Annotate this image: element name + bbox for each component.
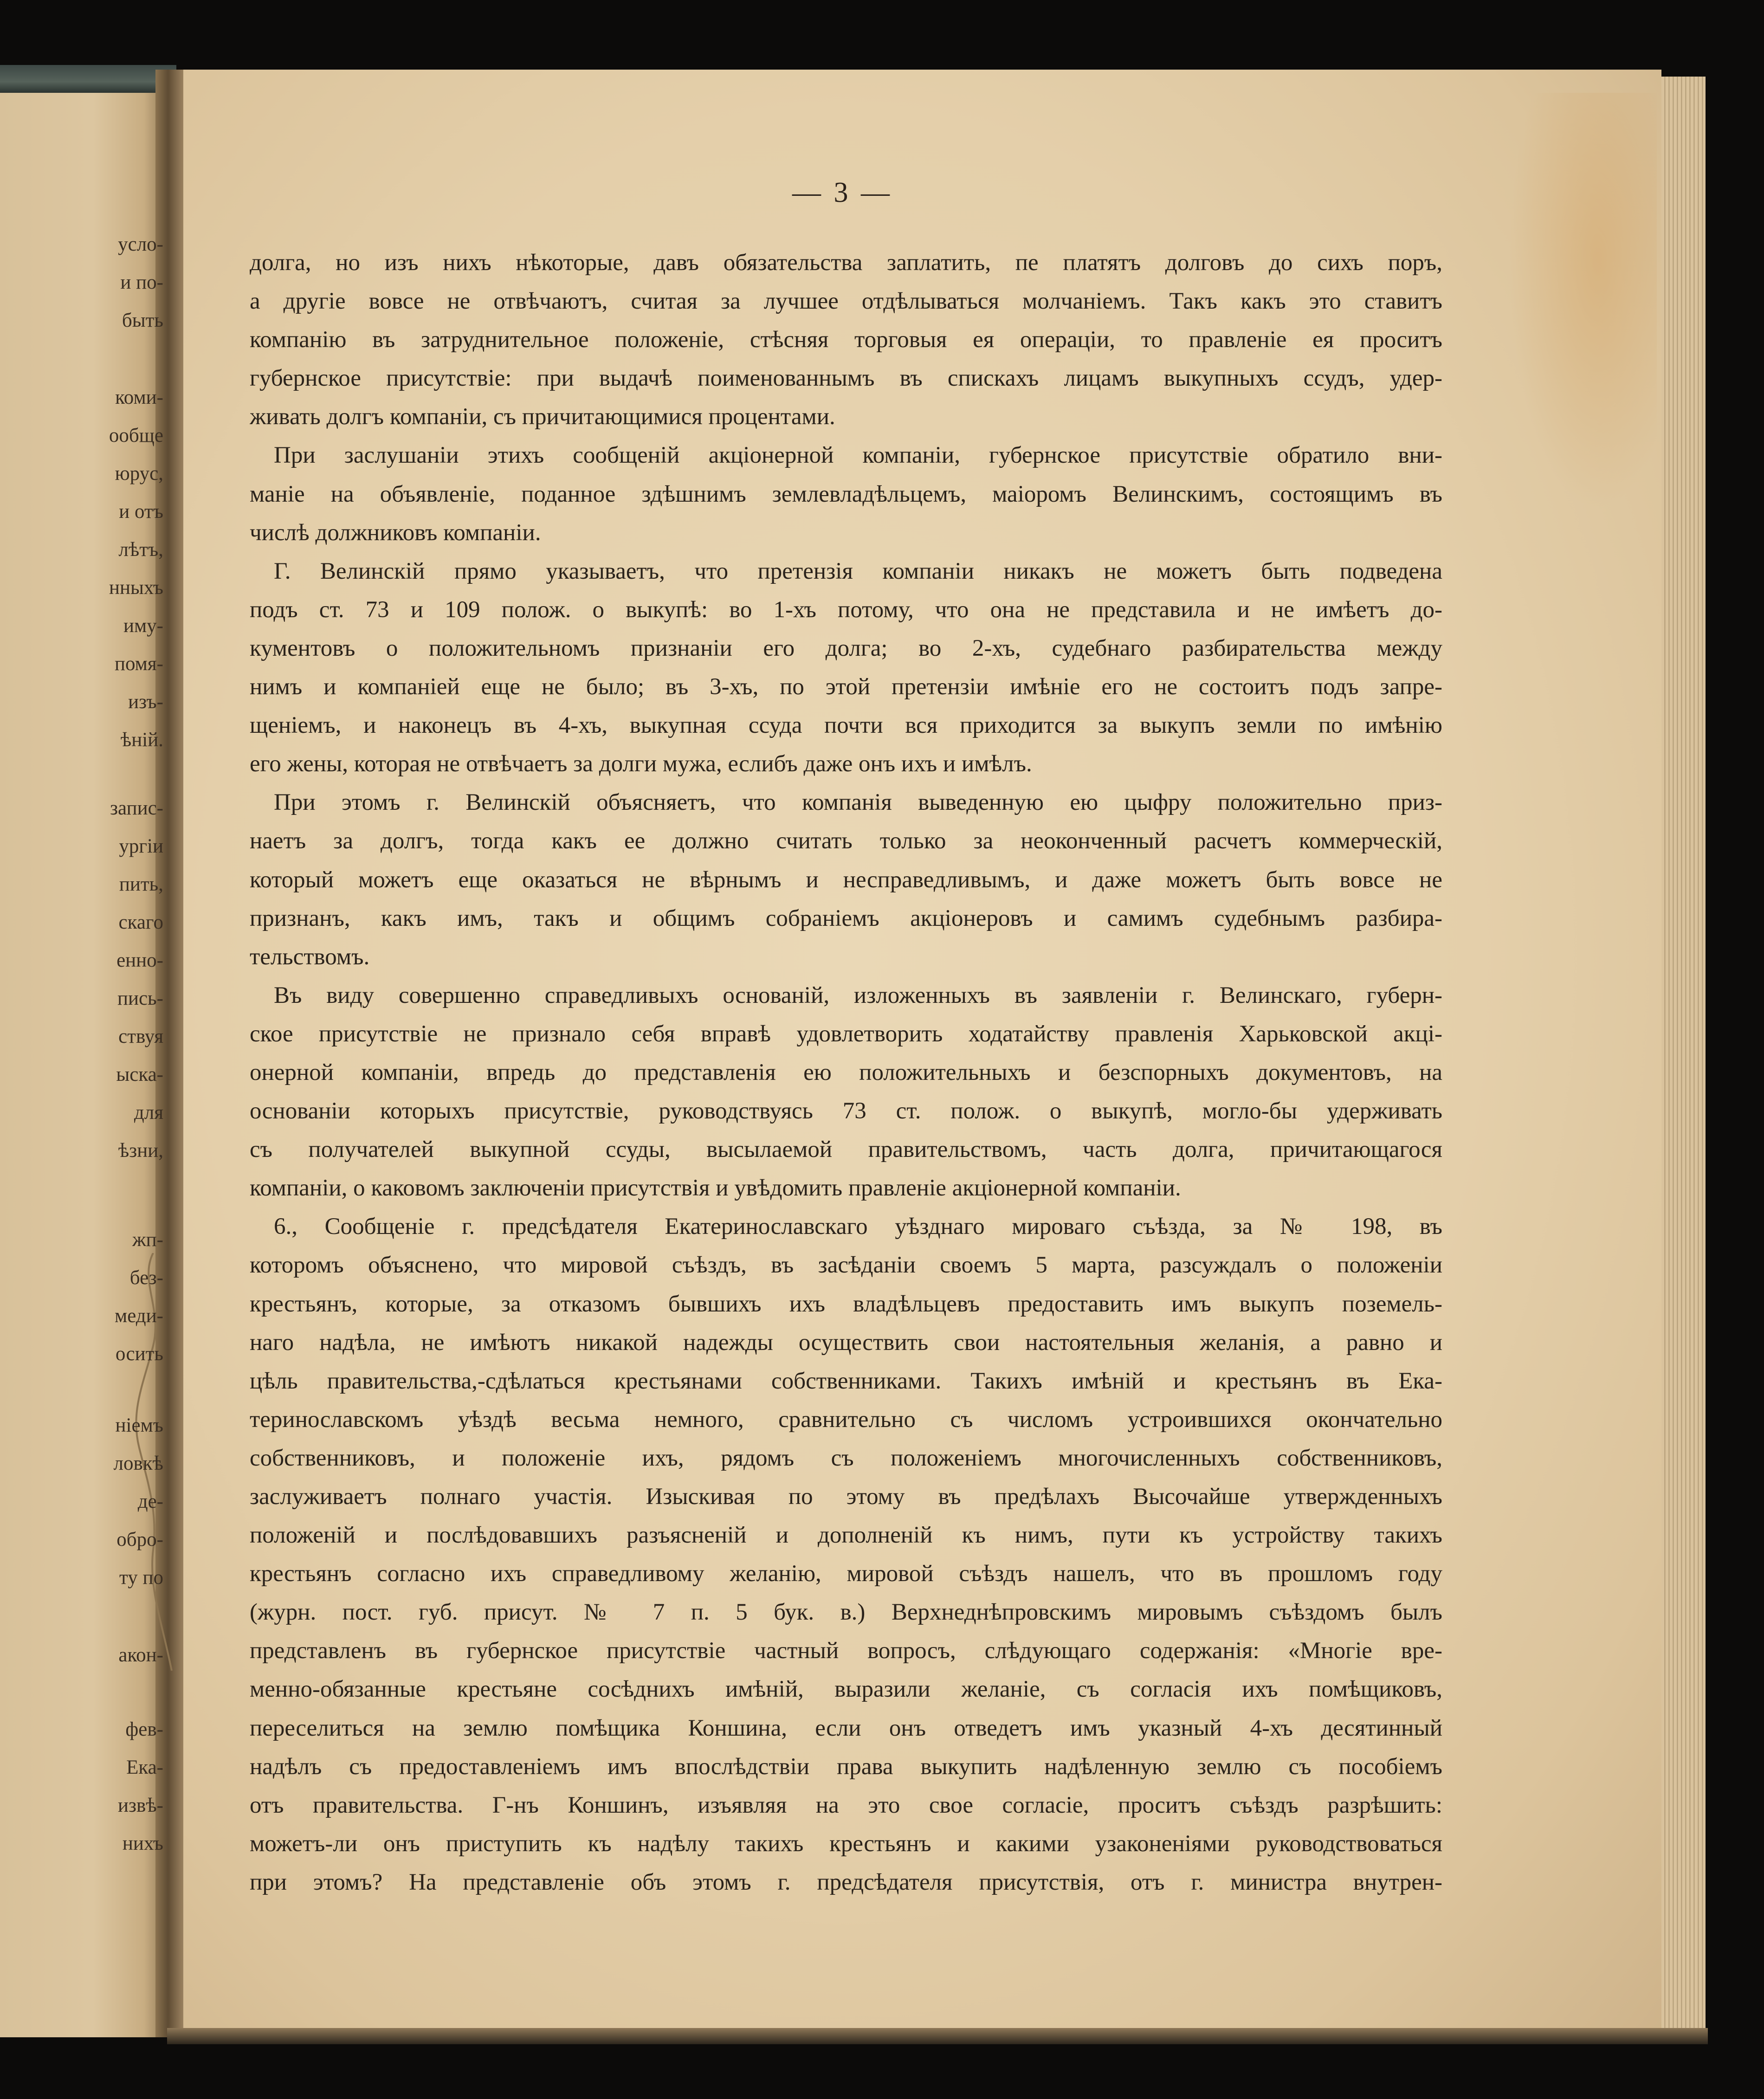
text-line: основаніи которыхъ присутствіе, руководствуясь 73 ст. полож. о выкупѣ, могло-бы удерживать xyxy=(250,1098,1442,1124)
text-line: (журн. пост. губ. присут. № 7 п. 5 бук. в.) Верхнеднѣпровскимъ мировымъ съѣздомъ былъ xyxy=(250,1599,1442,1626)
left-page-fragment: де- xyxy=(137,1491,163,1512)
text-line: отъ правительства. Г-нъ Коншинъ, изъявляя на это свое согласіе, проситъ съѣздъ разрѣшить: xyxy=(250,1792,1442,1818)
text-line: цѣль правительства,-сдѣлаться крестьянами собственниками. Такихъ имѣній и крестьянъ въ Ека- xyxy=(250,1368,1442,1394)
left-page-fragment: коми- xyxy=(115,387,163,408)
paper-stain xyxy=(1508,93,1657,510)
text-line: 6., Сообщеніе г. предсѣдателя Екатеринославскаго уѣзднаго мироваго съѣзда, за № 198, въ xyxy=(274,1214,1442,1240)
left-page-fragment: ніемъ xyxy=(115,1414,163,1436)
left-page-fragment: нихъ xyxy=(122,1833,163,1854)
text-line: Г. Велинскій прямо указываетъ, что претензія компаніи никакъ не можетъ быть подведена xyxy=(274,558,1442,584)
left-page-fragment: и отъ xyxy=(119,501,163,523)
text-line: заслуживаетъ полнаго участія. Изыскивая по этому въ предѣлахъ Высочайше утвержденныхъ xyxy=(250,1484,1442,1510)
text-line: ское присутствіе не признало себя вправѣ удовлетворить ходатайству правленія Харьковской акці- xyxy=(250,1020,1442,1047)
text-line: переселиться на землю помѣщика Коншина, если онъ отведетъ имъ указный 4-хъ десятинный xyxy=(250,1715,1442,1741)
left-page-fragment: иму- xyxy=(123,615,163,637)
text-line: компанію въ затруднительное положеніе, стѣсняя торговыя ея операціи, то правленіе ея проситъ xyxy=(250,327,1442,353)
left-page-fragment: без- xyxy=(129,1267,163,1289)
text-line: кументовъ о положительномъ признаніи его долга; во 2-хъ, судебнаго разбирательства между xyxy=(250,635,1442,661)
left-page-fragment: нныхъ xyxy=(109,577,163,599)
left-page-fragment: ыска- xyxy=(116,1064,163,1085)
text-line: подъ ст. 73 и 109 полож. о выкупѣ: во 1-хъ потому, что она не представила и не имѣетъ до- xyxy=(250,596,1442,623)
text-line: наетъ за долгъ, тогда какъ ее должно считать только за неоконченный расчетъ коммерческій, xyxy=(250,828,1442,854)
left-page-fragment: осить xyxy=(115,1343,163,1365)
book-gutter xyxy=(155,70,183,2037)
left-page-fragment: акон- xyxy=(118,1644,163,1666)
text-line: При этомъ г. Велинскій объясняетъ, что компанія выведенную ею цыфру положительно приз- xyxy=(274,789,1442,816)
text-line: маніе на объявленіе, поданное здѣшнимъ землевладѣльцемъ, маіоромъ Велинскимъ, состоящимъ въ xyxy=(250,481,1442,507)
text-line: щеніемъ, и наконецъ въ 4-хъ, выкупная ссуда почти вся приходится за выкупъ земли по имѣнію xyxy=(250,712,1442,739)
left-page-fragment: и по- xyxy=(120,271,163,293)
text-line: съ получателей выкупной ссуды, высылаемой правительствомъ, часть долга, причитающагося xyxy=(250,1137,1442,1163)
left-page-fragment: ловкѣ xyxy=(113,1453,163,1474)
left-page-fragment: обро- xyxy=(116,1529,163,1550)
text-line: менно-обязанные крестьяне сосѣднихъ имѣній, выразили желаніе, съ согласія ихъ помѣщиковъ, xyxy=(250,1676,1442,1703)
page-edges xyxy=(1661,77,1706,2037)
left-page-fragment: Ека- xyxy=(126,1757,163,1778)
left-page-fragment: извѣ- xyxy=(118,1795,163,1816)
text-line: наго надѣла, не имѣютъ никакой надежды осуществить свои настоятельныя желанія, а равно и xyxy=(250,1329,1442,1356)
text-line: губернское присутствіе: при выдачѣ поименованнымъ въ спискахъ лицамъ выкупныхъ ссудъ, удер- xyxy=(250,365,1442,392)
text-line: его жены, которая не отвѣчаетъ за долги мужа, еслибъ даже онъ ихъ и имѣлъ. xyxy=(250,751,1032,777)
text-line: крестьянъ, которые, за отказомъ бывшихъ ихъ владѣльцевъ предоставить имъ выкупъ поземель- xyxy=(250,1291,1442,1317)
left-page-fragment: изъ- xyxy=(128,691,163,713)
text-line: собственниковъ, и положеніе ихъ, рядомъ съ положеніемъ многочисленныхъ собственниковъ, xyxy=(250,1445,1442,1471)
text-line: представленъ въ губернское присутствіе частный вопросъ, слѣдующаго содержанія: «Многіе вре- xyxy=(250,1638,1442,1664)
text-line: который можетъ еще оказаться не вѣрнымъ и несправедливымъ, и даже можетъ быть вовсе не xyxy=(250,866,1442,893)
text-line: При заслушаніи этихъ сообщеній акціонерной компаніи, губернское присутствіе обратило вни- xyxy=(274,442,1442,469)
text-line: теринославскомъ уѣздѣ весьма немного, сравнительно съ числомъ устроившихся окончательно xyxy=(250,1406,1442,1433)
text-line: онерной компаніи, впредь до представленія ею положительныхъ и безспорныхъ документовъ, на xyxy=(250,1059,1442,1085)
left-page-fragment: енно- xyxy=(116,949,163,971)
text-line: которомъ объяснено, что мировой съѣздъ, въ засѣданіи своемъ 5 марта, разсуждалъ о положеніи xyxy=(250,1252,1442,1279)
left-page-fragment: ѣзни, xyxy=(118,1140,163,1162)
text-line: при этомъ? На представленіе объ этомъ г. предсѣдателя присутствія, отъ г. министра внутрен- xyxy=(250,1869,1442,1895)
text-line: надѣлъ съ предоставленіемъ имъ впослѣдствіи права выкупить надѣленную землю съ пособіемъ xyxy=(250,1753,1442,1780)
left-page-fragment: фев- xyxy=(125,1718,163,1740)
left-page-fragment: жп- xyxy=(132,1229,163,1251)
cover-binding-strip xyxy=(0,65,176,93)
left-page-fragment: ообще xyxy=(109,425,163,446)
left-page-fragment: ту по xyxy=(119,1567,163,1589)
body-text xyxy=(250,244,1442,1902)
left-page-fragment: скаго xyxy=(118,911,163,933)
left-page-fragment: меди- xyxy=(115,1305,163,1327)
text-line: числѣ должниковъ компаніи. xyxy=(250,519,541,546)
text-line: компаніи, о каковомъ заключеніи присутствія и увѣдомить правленіе акціонерной компаніи. xyxy=(250,1175,1181,1201)
text-line: долга, но изъ нихъ нѣкоторые, давъ обязательства заплатить, пе платятъ долговъ до сихъ поръ, xyxy=(250,250,1442,276)
text-line: тельствомъ. xyxy=(250,943,370,970)
left-page-fragment: для xyxy=(134,1102,163,1124)
text-line: признанъ, какъ имъ, такъ и общимъ собраніемъ акціонеровъ и самимъ судебнымъ разбира- xyxy=(250,905,1442,931)
page-number: — 3 — xyxy=(792,177,892,208)
text-line: крестьянъ согласно ихъ справедливому желанію, мировой съѣздъ нашелъ, что въ прошломъ году xyxy=(250,1561,1442,1587)
left-page-fragment: запис- xyxy=(110,797,163,819)
left-page-fragment: ургіи xyxy=(119,835,163,857)
text-line: живать долгъ компаніи, съ причитающимися процентами. xyxy=(250,404,835,430)
left-page-fragment: ствуя xyxy=(118,1026,163,1047)
left-page-fragment: пить, xyxy=(119,873,163,895)
text-line: можетъ-ли онъ приступить къ надѣлу такихъ крестьянъ и какими узаконеніями руководствоваться xyxy=(250,1830,1442,1857)
left-page-fragment: юрус, xyxy=(115,463,163,484)
text-line: нимъ и компаніей еще не было; въ 3-хъ, по этой претензіи имѣніе его не состоитъ подъ запре- xyxy=(250,674,1442,700)
left-page-fragment: ѣній. xyxy=(120,729,163,751)
left-page xyxy=(0,65,169,2037)
left-page-fragment: помя- xyxy=(114,653,163,675)
left-page-fragment: пись- xyxy=(117,988,163,1009)
bottom-shadow xyxy=(167,2028,1708,2044)
left-page-fragment: усло- xyxy=(118,233,163,255)
text-line: положеній и послѣдовавшихъ разъясненій и дополненій къ нимъ, пути къ устройству такихъ xyxy=(250,1522,1442,1549)
text-line: Въ виду совершенно справедливыхъ основаній, изложенныхъ въ заявленіи г. Велинскаго, губерн- xyxy=(274,982,1442,1008)
left-page-fragment: быть xyxy=(122,310,163,331)
text-line: а другіе вовсе не отвѣчаютъ, считая за лучшее отдѣлываться молчаніемъ. Такъ какъ это ставитъ xyxy=(250,288,1442,315)
left-page-fragment: лѣтъ, xyxy=(118,539,163,561)
